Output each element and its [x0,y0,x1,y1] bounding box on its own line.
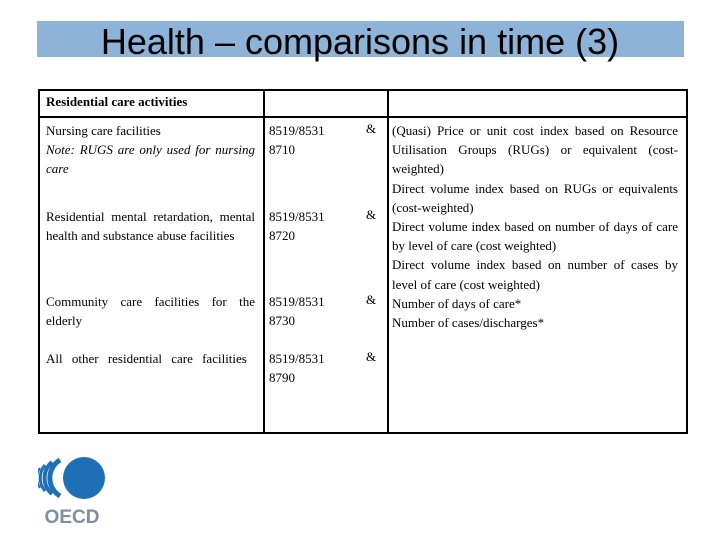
description-item: Direct volume index based on number of cases by level of care (cost weighted) [392,257,678,292]
activity-note: Note: RUGS are only used for nursing care [46,142,255,176]
column-divider-2 [387,91,389,432]
description-item: Direct volume index based on number of days of care by level of care (cost weighted) [392,219,678,254]
code-other-residential [269,349,325,387]
code-line-1: 8519/8531 [269,209,325,224]
code-line-1: 8519/8531 [269,123,325,138]
activity-other-residential: All other residential care facilities [46,351,247,366]
description-item: Number of days of care* [392,295,522,311]
ampersand: & [366,121,377,136]
code-line-2: 8710 [269,142,295,157]
code-line-1: 8519/8531 [269,294,325,309]
code-line-1: 8519/8531 [269,351,325,366]
code-mental-health [269,207,325,245]
code-nursing-care [269,121,325,159]
column-divider-1 [263,91,265,432]
code-community-care [269,292,325,330]
description-item: Direct volume index based on RUGs or equivalents (cost-weighted) [392,180,678,215]
description-item: (Quasi) Price or unit cost index based on Resource Utilisation Groups (RUGs) or equivalent (cost-weighted) [392,123,678,177]
activity-nursing-care [46,121,255,178]
method-descriptions [392,121,678,332]
slide-title: Health – comparisons in time (3) [100,21,620,62]
code-line-2: 8790 [269,370,295,385]
table-header: Residential care activities [46,94,188,109]
oecd-logo [38,456,106,526]
code-line-2: 8730 [269,313,295,328]
ampersand: & [366,292,377,307]
ampersand: & [366,349,377,364]
code-line-2: 8720 [269,228,295,243]
table-header-row [40,91,686,118]
oecd-logo-mark [38,457,105,499]
ampersand: & [366,207,377,222]
oecd-logo-text: OECD [44,507,100,526]
description-item: Number of cases/discharges* [392,315,545,331]
activity-label: Nursing care facilities [46,123,161,138]
activity-mental-health: Residential mental retardation, mental health and substance abuse facilities [46,209,255,243]
activity-community-care: Community care facilities for the elderly [46,294,255,328]
